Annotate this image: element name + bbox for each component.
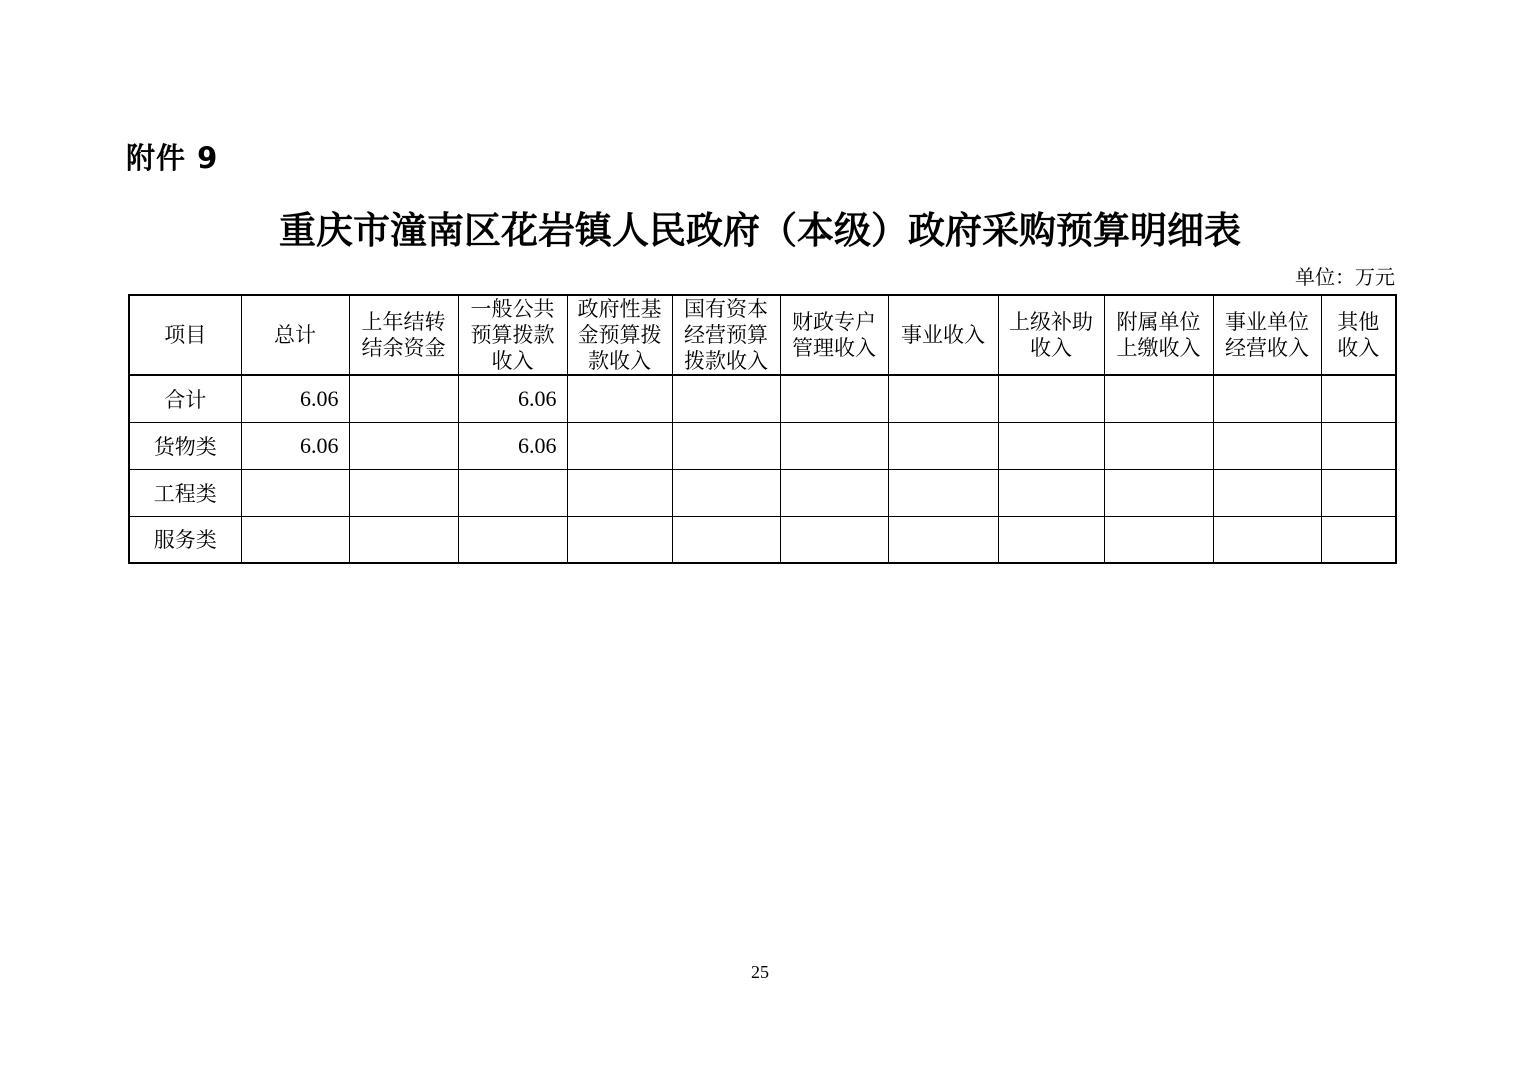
cell — [1321, 375, 1396, 422]
cell — [1104, 375, 1213, 422]
cell — [1213, 516, 1321, 563]
cell — [1104, 422, 1213, 469]
cell — [1321, 516, 1396, 563]
cell — [1213, 375, 1321, 422]
cell: 6.06 — [458, 422, 567, 469]
table-row-total — [129, 375, 1396, 422]
cell — [1213, 469, 1321, 516]
budget-table — [128, 294, 1397, 564]
cell — [1104, 469, 1213, 516]
table-row-goods — [129, 422, 1396, 469]
cell — [567, 375, 672, 422]
cell — [458, 469, 567, 516]
table-row-engineering — [129, 469, 1396, 516]
cell — [349, 516, 458, 563]
col-header-fiscal-account-income: 财政专户管理收入 — [780, 295, 888, 375]
col-header-carryover-funds: 上年结转结余资金 — [349, 295, 458, 375]
cell — [672, 469, 780, 516]
cell — [780, 469, 888, 516]
cell — [567, 516, 672, 563]
cell — [1321, 469, 1396, 516]
cell: 6.06 — [458, 375, 567, 422]
cell — [888, 516, 998, 563]
row-label: 工程类 — [129, 469, 241, 516]
row-label: 服务类 — [129, 516, 241, 563]
cell — [1321, 422, 1396, 469]
cell — [998, 375, 1104, 422]
cell — [241, 516, 349, 563]
col-header-other-income: 其他收入 — [1321, 295, 1396, 375]
table-header-row — [129, 295, 1396, 375]
cell — [888, 469, 998, 516]
cell — [672, 375, 780, 422]
col-header-business-unit-income: 事业单位经营收入 — [1213, 295, 1321, 375]
col-header-superior-subsidy-income: 上级补助收入 — [998, 295, 1104, 375]
row-label: 合计 — [129, 375, 241, 422]
cell — [998, 516, 1104, 563]
page-title: 重庆市潼南区花岩镇人民政府（本级）政府采购预算明细表 — [279, 211, 1241, 252]
table-row-services — [129, 516, 1396, 563]
unit-note: 单位：万元 — [1295, 267, 1395, 289]
cell — [349, 469, 458, 516]
page-number: 25 — [751, 962, 769, 982]
cell: 6.06 — [241, 422, 349, 469]
row-label: 货物类 — [129, 422, 241, 469]
col-header-total: 总计 — [241, 295, 349, 375]
cell — [998, 422, 1104, 469]
col-header-operational-income: 事业收入 — [888, 295, 998, 375]
cell — [458, 516, 567, 563]
cell — [349, 422, 458, 469]
cell — [1213, 422, 1321, 469]
cell — [672, 516, 780, 563]
attachment-label: 附件 9 — [126, 141, 219, 175]
cell — [672, 422, 780, 469]
cell — [888, 422, 998, 469]
cell — [780, 422, 888, 469]
cell — [1104, 516, 1213, 563]
cell — [780, 516, 888, 563]
cell — [241, 469, 349, 516]
col-header-govt-fund-budget: 政府性基金预算拨款收入 — [567, 295, 672, 375]
cell — [567, 422, 672, 469]
cell: 6.06 — [241, 375, 349, 422]
cell — [998, 469, 1104, 516]
col-header-general-public-budget: 一般公共预算拨款收入 — [458, 295, 567, 375]
col-header-state-capital-budget: 国有资本经营预算拨款收入 — [672, 295, 780, 375]
col-header-affiliated-unit-income: 附属单位上缴收入 — [1104, 295, 1213, 375]
cell — [349, 375, 458, 422]
col-header-item: 项目 — [129, 295, 241, 375]
cell — [888, 375, 998, 422]
cell — [780, 375, 888, 422]
cell — [567, 469, 672, 516]
